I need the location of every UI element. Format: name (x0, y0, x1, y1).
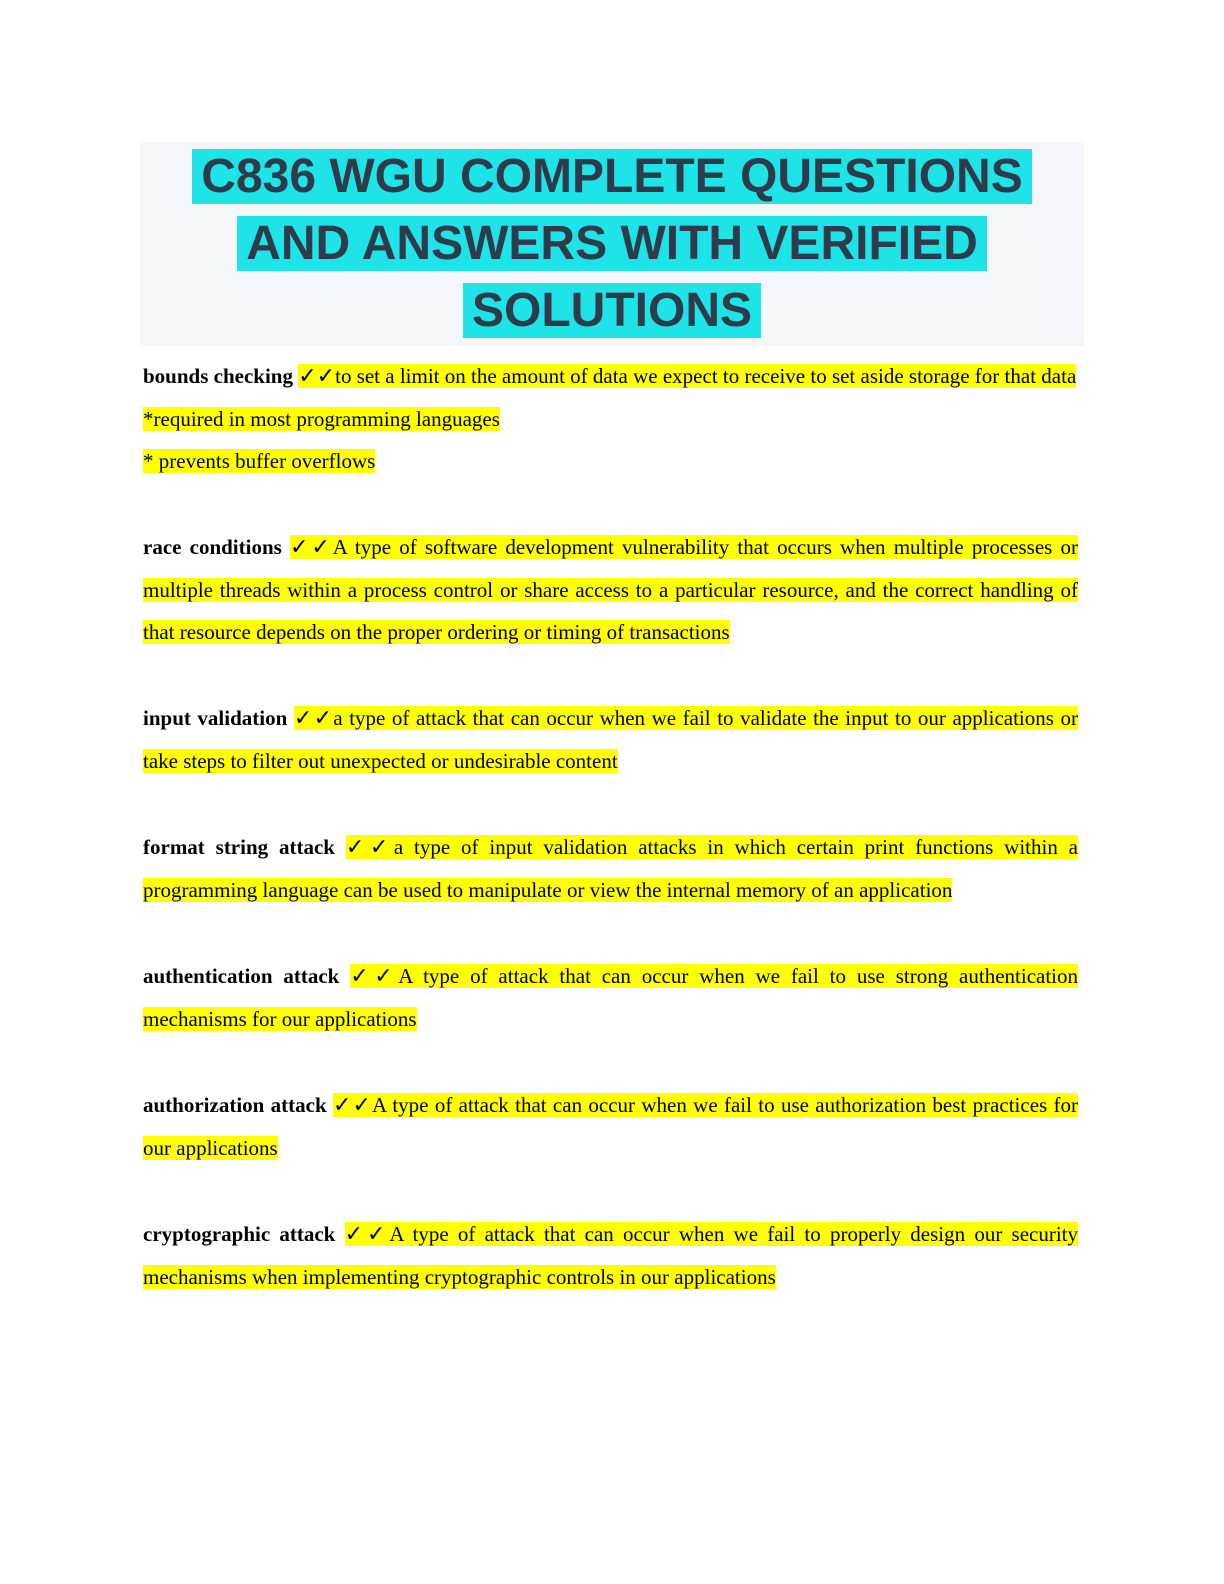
qa-entry (143, 355, 1078, 482)
header-banner (140, 142, 1084, 346)
note-line: *required in most programming languages (143, 407, 500, 431)
page-title-line-3 (140, 277, 1084, 344)
term-text: authorization attack (143, 1093, 327, 1117)
answer-text: a type of input validation attacks in which certain print functions within a programming language can be used to manipulate or view the internal memory of an application (143, 835, 1079, 902)
term-text: race conditions (143, 535, 282, 559)
answer-text: a type of attack that can occur when we fail to validate the input to our applications or take steps to filter out unexpected or undesirable content (143, 706, 1078, 773)
qa-entry (143, 955, 1078, 1040)
double-checkmark-icon: ✓✓ (290, 535, 333, 560)
term-text: authentication attack (143, 964, 340, 988)
double-checkmark-icon: ✓✓ (350, 964, 399, 989)
double-checkmark-icon: ✓✓ (344, 1222, 390, 1247)
answer-text: A type of software development vulnerability that occurs when multiple processes or multiple threads within a process control or share access to a particular resource, and the correct handling of that resource depends on the proper ordering or timing of transactions (143, 535, 1078, 644)
term-text: bounds checking (143, 364, 293, 388)
term-text: cryptographic attack (143, 1222, 336, 1246)
qa-entry (143, 826, 1078, 911)
page-title-text-2: AND ANSWERS WITH VERIFIED (237, 216, 987, 271)
answer-highlight (143, 535, 1078, 644)
page-title-text-1: C836 WGU COMPLETE QUESTIONS (192, 149, 1031, 204)
page-title-line-2 (140, 210, 1084, 277)
answer-text: to set a limit on the amount of data we expect to receive to set aside storage for that data (335, 364, 1077, 388)
qa-entry (143, 526, 1078, 653)
answer-text: A type of attack that can occur when we fail to use authorization best practices for our applications (143, 1093, 1078, 1160)
qa-entry (143, 1084, 1078, 1169)
answer-highlight (298, 364, 1076, 388)
note-line: * prevents buffer overflows (143, 449, 376, 473)
double-checkmark-icon: ✓✓ (345, 835, 394, 860)
double-checkmark-icon: ✓✓ (298, 364, 336, 389)
page-title-line-1 (140, 143, 1084, 210)
term-text: input validation (143, 706, 288, 730)
qa-entry (143, 1213, 1078, 1298)
answer-text: A type of attack that can occur when we fail to properly design our security mechanisms when implementing cryptographic controls in our applications (143, 1222, 1079, 1289)
answer-text: A type of attack that can occur when we fail to use strong authentication mechanisms for our applications (143, 964, 1078, 1031)
qa-entries (143, 355, 1078, 1342)
double-checkmark-icon: ✓✓ (293, 706, 334, 731)
page-title-text-3: SOLUTIONS (463, 283, 761, 338)
double-checkmark-icon: ✓✓ (332, 1093, 373, 1118)
term-text: format string attack (143, 835, 335, 859)
qa-entry (143, 697, 1078, 782)
